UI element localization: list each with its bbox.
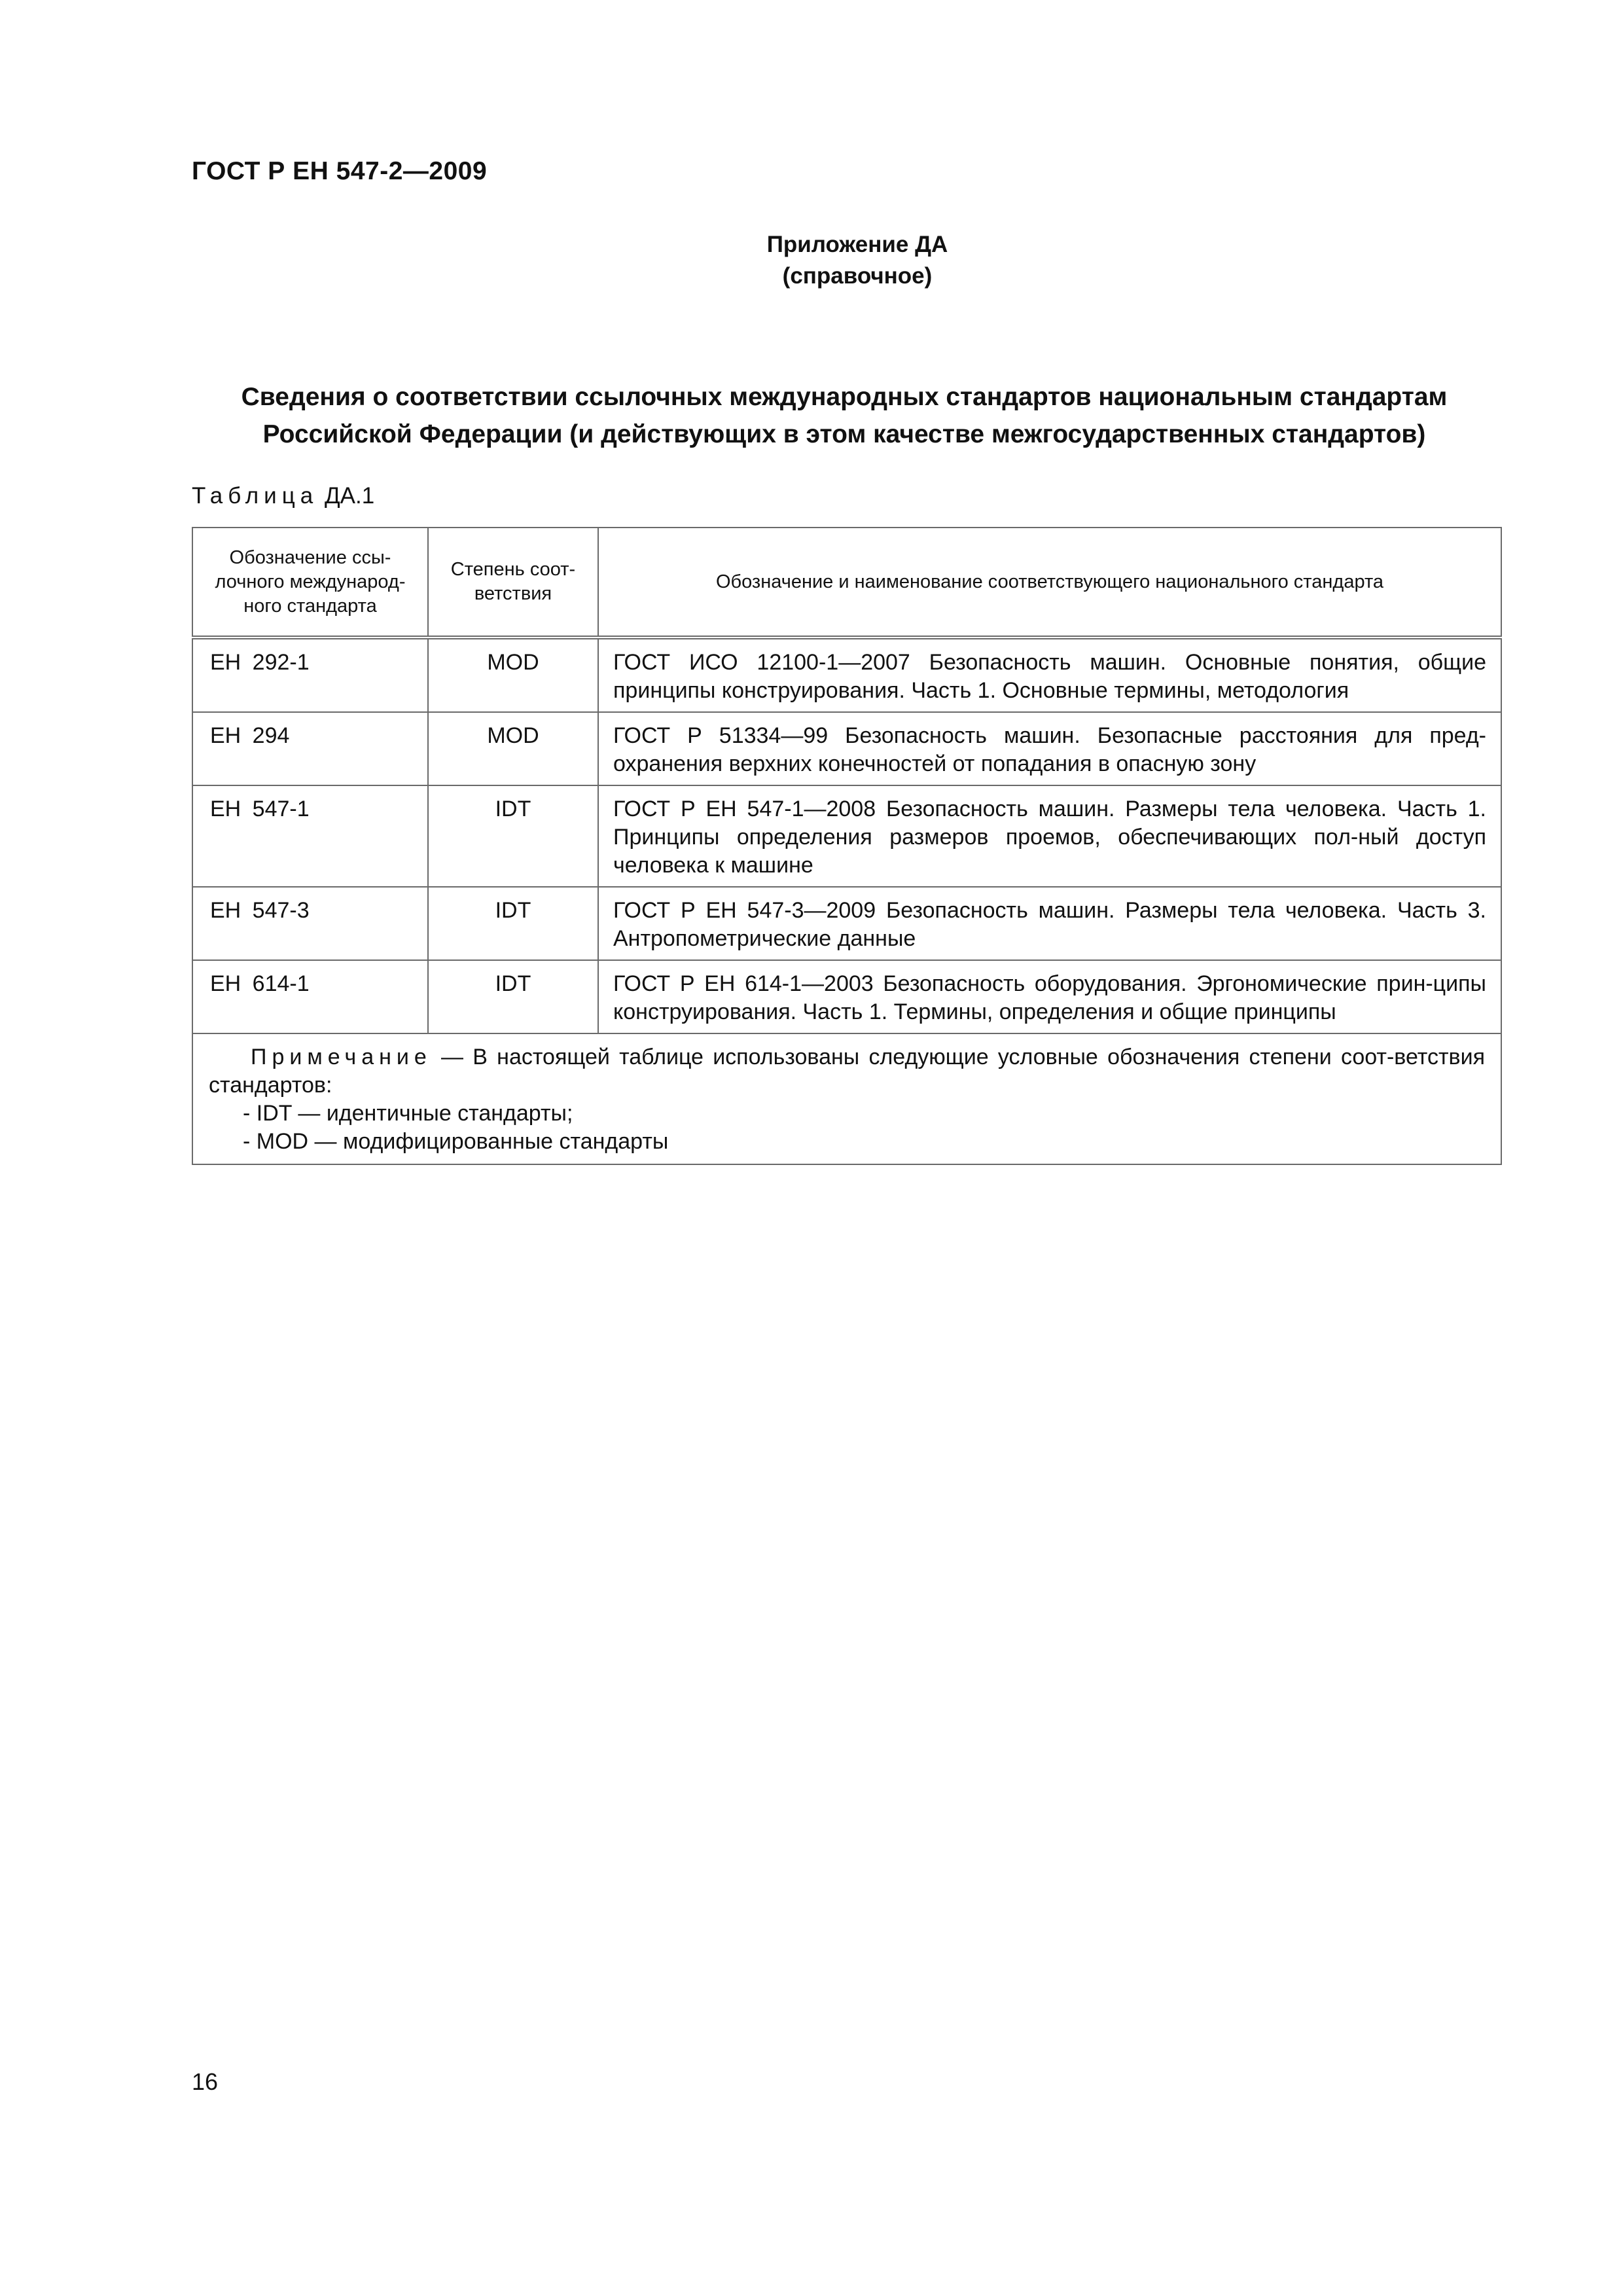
table-row bbox=[192, 887, 1501, 960]
cell-national-standard: ГОСТ Р ЕН 547-3—2009 Безопасность машин. Размеры тела человека. Часть 3. Антропометрические данные bbox=[598, 887, 1501, 960]
cell-international-code: ЕН 294 bbox=[192, 712, 428, 785]
table-label bbox=[192, 483, 374, 509]
table-label-number: ДА.1 bbox=[324, 483, 375, 509]
cell-national-standard: ГОСТ Р 51334—99 Безопасность машин. Безопасные расстояния для пред-охранения верхних конечностей от попадания в опасную зону bbox=[598, 712, 1501, 785]
header-international-standard: Обозначение ссы-лочного международ-ного стандарта bbox=[192, 528, 428, 637]
table-label-word: Таблица bbox=[192, 483, 319, 509]
note-label: Примечание bbox=[251, 1045, 432, 1069]
section-heading-line-1: Сведения о соответствии ссылочных международных стандартов национальным стандартам bbox=[241, 383, 1448, 411]
cell-international-code: ЕН 547-1 bbox=[192, 785, 428, 887]
standards-table bbox=[192, 527, 1502, 1165]
header-degree-of-correspondence: Степень соот-ветствия bbox=[428, 528, 598, 637]
appendix-type: (справочное) bbox=[782, 263, 933, 289]
cell-national-standard: ГОСТ Р ЕН 614-1—2003 Безопасность оборудования. Эргономические прин-ципы конструирования. Часть 1. Термины, определения и общие принципы bbox=[598, 960, 1501, 1033]
section-heading bbox=[157, 378, 1531, 453]
cell-degree: MOD bbox=[428, 712, 598, 785]
cell-national-standard: ГОСТ ИСО 12100-1—2007 Безопасность машин. Основные понятия, общие принципы конструирования. Часть 1. Основные термины, методология bbox=[598, 637, 1501, 712]
table-header-row bbox=[192, 528, 1501, 637]
section-heading-line-2: Российской Федерации (и действующих в этом качестве межгосударственных стандартов) bbox=[262, 420, 1426, 448]
table-row bbox=[192, 712, 1501, 785]
table-row bbox=[192, 637, 1501, 712]
note-item-idt: - IDT — идентичные стандарты; bbox=[243, 1101, 573, 1126]
table-note bbox=[192, 1033, 1501, 1164]
cell-degree: IDT bbox=[428, 785, 598, 887]
document-code: ГОСТ Р ЕН 547-2—2009 bbox=[192, 157, 488, 185]
cell-international-code: ЕН 547-3 bbox=[192, 887, 428, 960]
cell-international-code: ЕН 614-1 bbox=[192, 960, 428, 1033]
cell-degree: IDT bbox=[428, 960, 598, 1033]
cell-international-code: ЕН 292-1 bbox=[192, 637, 428, 712]
appendix-header bbox=[681, 229, 1034, 292]
table-row bbox=[192, 785, 1501, 887]
page-number: 16 bbox=[192, 2068, 219, 2095]
table-row bbox=[192, 960, 1501, 1033]
cell-degree: MOD bbox=[428, 637, 598, 712]
cell-national-standard: ГОСТ Р ЕН 547-1—2008 Безопасность машин. Размеры тела человека. Часть 1. Принципы определения размеров проемов, обеспечивающих пол-ный доступ человека к машине bbox=[598, 785, 1501, 887]
note-item-mod: - MOD — модифицированные стандарты bbox=[243, 1129, 669, 1154]
note-text: — В настоящей таблице использованы следующие условные обозначения степени соот-ветствия стандартов: bbox=[209, 1045, 1485, 1098]
table-note-row bbox=[192, 1033, 1501, 1164]
appendix-title: Приложение ДА bbox=[766, 232, 948, 257]
header-national-standard: Обозначение и наименование соответствующего национального стандарта bbox=[598, 528, 1501, 637]
cell-degree: IDT bbox=[428, 887, 598, 960]
